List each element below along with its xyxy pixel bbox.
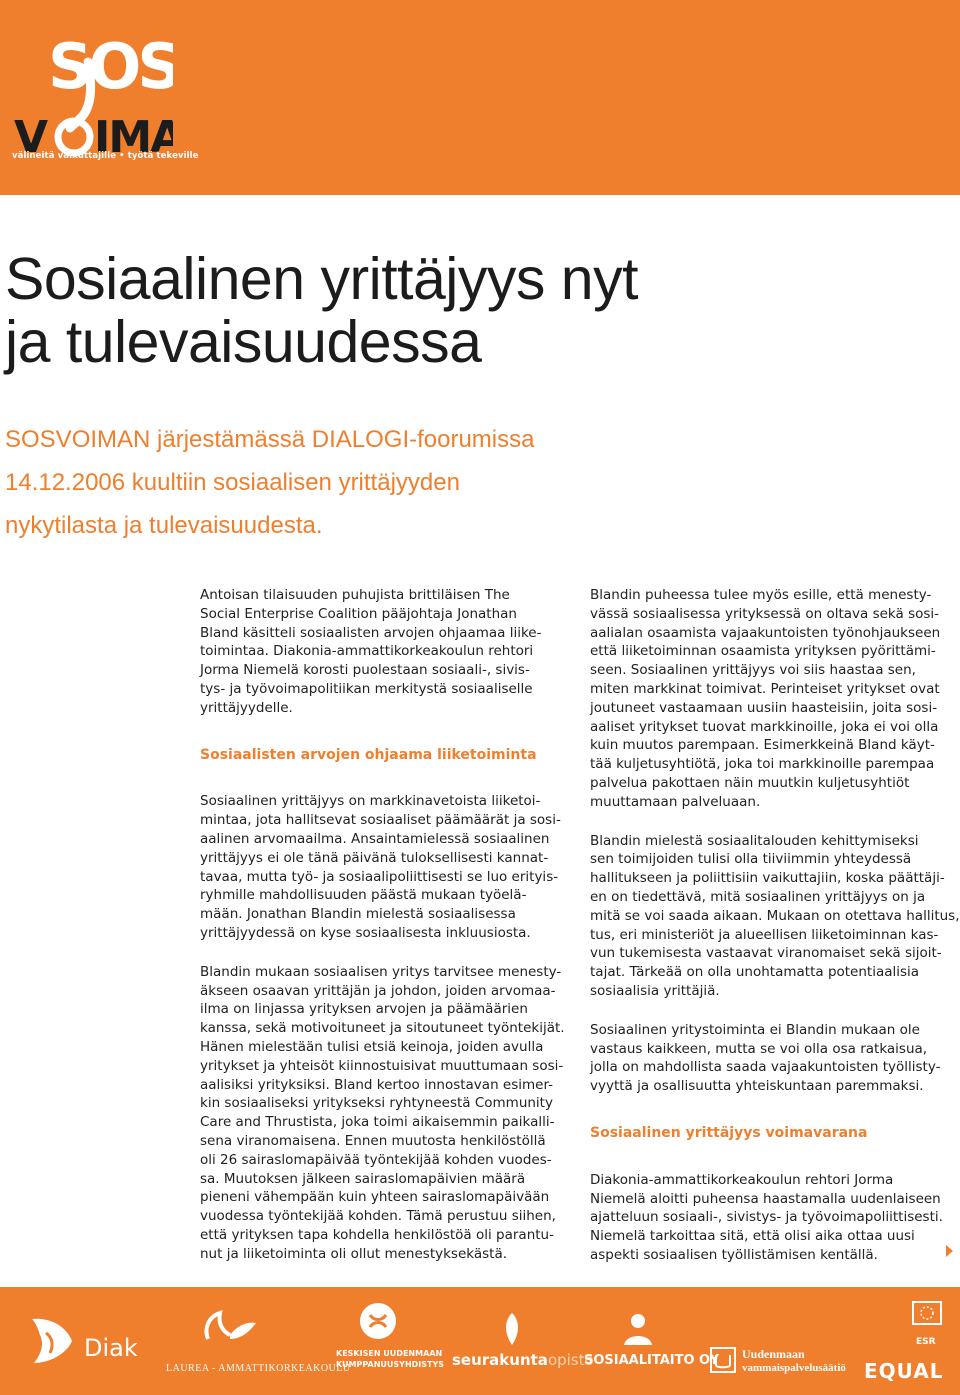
text-line: Sosiaalinen yritystoiminta ei Blandin mukaan ole [590,1021,920,1038]
text-line: toimintaa. Diakonia-ammattikorkeakoulun rehtori [200,643,534,660]
text-line: kanssa, sekä motivoituneet ja sitoutuneet työntekijät. [200,1020,565,1037]
text-line: Hänen mielestään tulisi etsiä keinoja, joiden avulla [200,1038,544,1055]
text-line: yrittäjyydelle. [200,699,293,716]
spacer [200,764,570,792]
spacer [200,943,570,963]
text-line: äkseen osaavan yrittäjän ja johdon, joiden arvomaa- [200,982,556,999]
text-line: aalisiksi yrityksiksi. Bland kertoo innostavan esimer- [200,1076,554,1093]
text-line: vastaus kaikkeen, mutta se voi olla osa ratkaisua, [590,1040,928,1057]
text-line: yrittäjyydessä on kyse sosiaalisesta inkluusiosta. [200,924,531,941]
sosvoima-logo-graphic [8,10,173,170]
text-line: sa. Muutoksen jälkeen sairaslomapäivien määrä [200,1170,526,1187]
page-title [5,248,638,374]
continue-arrow-icon [946,1245,953,1257]
section-heading: Sosiaalinen yrittäjyys voimavarana [590,1124,868,1141]
diak-logo-icon [26,1315,78,1367]
partner-esr: ESR [916,1337,936,1347]
lead-line: nykytilasta ja tulevaisuudesta. [5,512,323,539]
text-line: tajat. Tärkeää on olla unohtamatta potentiaalisia [590,964,920,981]
svg-text:IMA: IMA [94,112,173,163]
text-line: mintaa, jota hallitsevat sosiaaliset päämäärät ja sosi- [200,812,561,829]
partner-diak: Diak [84,1334,138,1362]
partner-laurea: LAUREA - AMMATTIKORKEAKOULU [166,1363,351,1374]
text-line: aalinen arvomaailma. Ansaintamielessä sosiaalinen [200,830,550,847]
partner-keskinen-line2: KUMPPANUUSYHDISTYS [336,1360,445,1369]
text-line: seen. Sosiaalinen yrittäjyys voi siis haastaa sen, [590,662,916,679]
keskinen-logo-icon [358,1301,398,1341]
sosiaalitaito-logo-icon [618,1307,658,1347]
text-line: kin sosiaaliseksi yritykseksi ryhtyneestä Community [200,1095,553,1112]
lead-line: 14.12.2006 kuultiin sosiaalisen yrittäjyyden [5,469,460,496]
spacer [590,1143,960,1171]
esr-flag-icon [912,1301,942,1335]
text-line: Sosiaalinen yrittäjyys on markkinavetoista liiketoi- [200,793,541,810]
text-line: oli 26 sairaslomapäivää työntekijää kohden vuodes- [200,1151,552,1168]
text-line: tys- ja työvoimapolitiikan merkitystä sosiaaliselle [200,680,533,697]
text-line: aalialan osaamista vajaakuntoisten työnohjaukseen [590,624,941,641]
text-line: Blandin mielestä sosiaalitalouden kehittymiseksi [590,832,919,849]
text-line: en on tiedettävä, mitä sosiaalinen yrittäjyys on ja [590,888,926,905]
body-paragraph [200,963,570,1264]
text-line: Social Enterprise Coalition pääjohtaja Jonathan [200,605,517,622]
text-line: Bland käsitteli sosiaalisten arvojen ohjaamaa liike- [200,624,542,641]
partner-equal: EQUAL [864,1359,944,1383]
spacer [590,1001,960,1021]
text-line: sena viranomaisena. Ennen muutosta henkilöstöllä [200,1132,546,1149]
text-line: sosiaalisia yrittäjiä. [590,982,720,999]
partner-sosiaalitaito: SOSIAALITAITO OY [584,1353,720,1368]
text-line: kuin muutos parempaan. Esimerkkeinä Bland käyt- [590,737,935,754]
spacer [200,718,570,746]
text-line: ilma on linjassa yrityksen arvojen ja päämäärien [200,1001,528,1018]
partner-uudenmaan-line2: vammaispalvelusäätiö [742,1362,846,1374]
page-title-line: Sosiaalinen yrittäjyys nyt [5,246,639,312]
lead-paragraph [5,418,655,547]
text-line: Blandin mukaan sosiaalisen yritys tarvitsee menesty- [200,963,562,980]
body-paragraph [590,832,960,1001]
text-line: Blandin puheessa tulee myös esille, että menesty- [590,587,932,603]
section-heading: Sosiaalisten arvojen ohjaama liiketoiminta [200,746,537,763]
page-title-line: ja tulevaisuudessa [5,309,482,375]
body-paragraph [590,586,960,812]
text-line: jolla on mahdollista saada vajaakuntoisten työllisty- [590,1059,941,1076]
text-line: Antoisan tilaisuuden puhujista brittiläisen The [200,587,510,603]
text-line: ajatteluun sosiaali-, sivistys- ja työvoimapoliittisesti. [590,1209,943,1226]
text-line: Diakonia-ammattikorkeakoulun rehtori Jorma [590,1171,894,1188]
text-line: joutuneet vastaamaan uusiin haasteisiin, joita sosi- [590,699,938,716]
text-line: yritykset ja yhteisöt kiinnostuisivat muuttumaan sosi- [200,1057,564,1074]
header-band [0,0,960,195]
text-line: tavaa, mutta työ- ja sosiaalipoliittisesti se luo erityis- [200,868,559,885]
text-line: Care and Thrustista, joka toimi aikaisemmin paikalli- [200,1114,555,1131]
text-line: sen toimijoiden tulisi olla tiiviimmin yhteydessä [590,851,912,868]
text-line: miten markkinat toimivat. Perinteiset yritykset ovat [590,680,940,697]
text-line: että yrityksen tapa kohdella henkilöstöä oli parantu- [200,1226,554,1243]
intro-paragraph [200,586,570,718]
text-line: ryhmille mahdollisuuden päästä mukaan työelä- [200,887,527,904]
text-line: pieneni vähempään kuin yhteen sairaslomapäivään [200,1189,550,1206]
text-line: mään. Jonathan Blandin mielestä sosiaalisessa [200,906,516,923]
spacer [590,812,960,832]
seurakuntaopisto-logo-icon [494,1309,530,1349]
left-column [200,586,570,1264]
text-line: vun tukemisesta vastaavat viranomaiset sekä sijoit- [590,945,942,962]
text-line: aspekti sosiaalisen työllistämisen kentällä. [590,1246,878,1263]
sosvoima-logo [8,10,173,170]
text-line: yrittäjyys ei ole tänä päivänä tuloksellisesti kannat- [200,849,549,866]
text-line: Jorma Niemelä korosti puolestaan sosiaali-, sivis- [200,662,530,679]
partner-seurakuntaopisto-part1: seurakunta [452,1351,548,1369]
text-line: että liiketoiminnan osaamista yrityksen pyörittämi- [590,643,936,660]
laurea-logo-icon [200,1309,260,1349]
text-line: vässä sosiaalisessa yrityksessä on oltava sekä sosi- [590,605,940,622]
uudenmaan-logo-icon [710,1347,736,1373]
text-line: palvelua pakottaen näin muutkin kuljetusyhtiöt [590,774,910,791]
spacer [590,1096,960,1124]
body-paragraph [200,792,570,942]
partner-seurakuntaopisto [452,1351,594,1369]
lead-line: SOSVOIMAN järjestämässä DIALOGI-foorumissa [5,426,535,453]
text-line: mitä se voi saada aikaan. Mukaan on otettava hallitus, [590,907,960,924]
partner-footer [0,1287,960,1395]
text-line: Niemelä aloitti puheensa haastamalla uudenlaiseen [590,1190,941,1207]
svg-text:SOS: SOS [48,30,173,103]
right-column [590,586,960,1265]
text-line: nut ja liiketoiminta oli ollut menestyksekästä. [200,1245,508,1262]
partner-seurakuntaopisto-part2: opisto [547,1351,594,1369]
text-line: tää kuljetusyhtiötä, joka toi markkinoille parempaa [590,756,935,773]
partner-keskinen-line1: KESKISEN UUDENMAAN [336,1349,443,1358]
body-paragraph [590,1021,960,1096]
logo-tagline: välineitä vaikuttajille • työtä tekeville [12,151,199,161]
text-line: vuodessa työntekijää kohden. Tämä perustuu siihen, [200,1208,556,1225]
text-line: muuttamaan palveluaan. [590,793,761,810]
svg-text:V: V [14,112,48,163]
text-line: Niemelä tarkoittaa sitä, että olisi aika ottaa uusi [590,1228,915,1245]
text-line: tus, eri ministeriöt ja alueellisen liiketoiminnan kas- [590,926,939,943]
partner-uudenmaan-line1: Uudenmaan [742,1347,805,1361]
text-line: vyyttä ja osallisuutta yhteiskuntaan paremmaksi. [590,1078,924,1095]
text-line: aaliset yritykset tuovat markkinoille, joka ei voi olla [590,718,939,735]
body-paragraph [590,1171,960,1265]
text-line: hallitukseen ja poliittisiin vaikuttajiin, koska päättäji- [590,870,945,887]
